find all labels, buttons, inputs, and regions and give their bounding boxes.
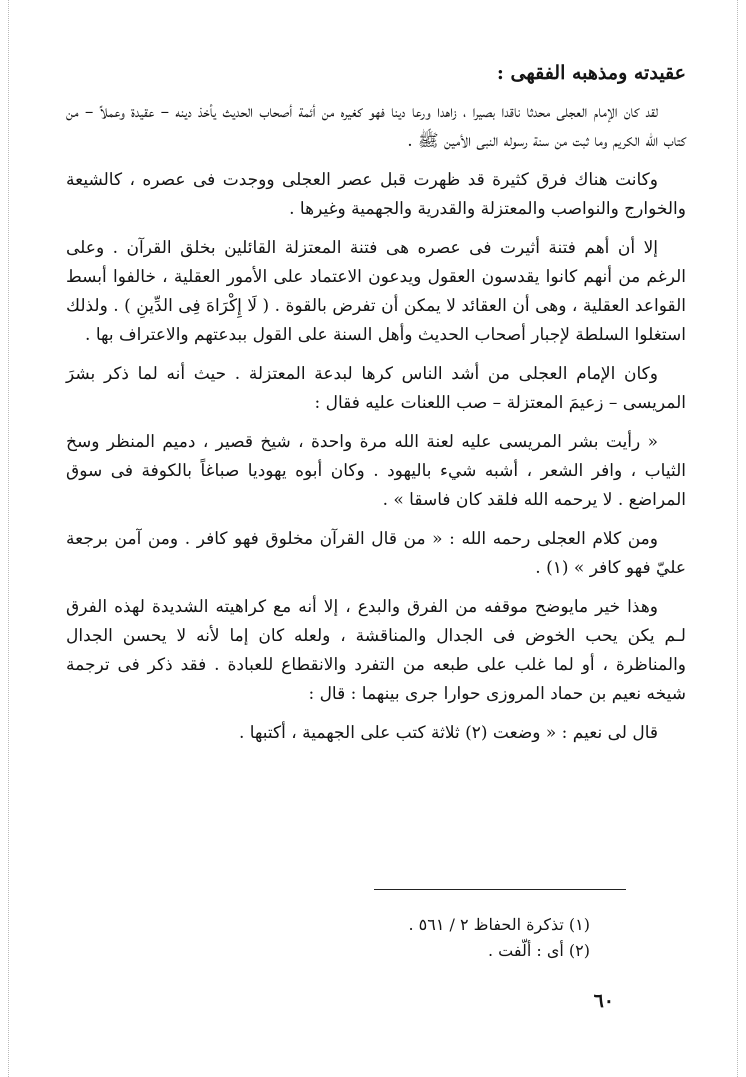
paragraph-8: قال لى نعيم : « وضعت (٢) ثلاثة كتب على الجهمية ، أكتبها . [238, 723, 658, 743]
footnote-1: (١) تذكرة الحفاظ ٢ / ٥٦١ . [408, 915, 590, 934]
main-text [66, 58, 686, 758]
paragraph-1: لقد كان الإمام العجلى محدثا ناقدا بصيرا ، زاهدا ورعا دينا فهو كغيره من أئمة أصحاب الحديث يأخذ دينه – عقيدة وعملاً – من كتاب الله الكريم وما ثبت من سنة رسوله النبى الأمين ﷺ . [66, 102, 686, 151]
footnote-separator [374, 889, 626, 890]
footnotes [160, 912, 590, 964]
right-margin-guide [737, 0, 738, 1077]
paragraph-7: وهذا خير مايوضح موقفه من الفرق والبدع ، إلا أنه مع كراهيته الشديدة لهذه الفرق لـم يكن يحب الخوض فى الجدال والمناقشة ، ولعله كان إما لأنه لا يحسن الجدال والمناظرة ، أو لما غلب على طبعه من التفرد والانقطاع للعبادة . فقد ذكر فى ترجمة شيخه نعيم بن حماد المروزى حوارا جرى بينهما : قال : [66, 597, 686, 704]
left-margin-guide [8, 0, 9, 1077]
paragraph-4: وكان الإمام العجلى من أشد الناس كرها لبدعة المعتزلة . حيث أنه لما ذكر بشرَ المريسى – زعيمَ المعتزلة – صب اللعنات عليه فقال : [66, 364, 686, 413]
paragraph-2: وكانت هناك فرق كثيرة قد ظهرت قبل عصر العجلى ووجدت فى عصره ، كالشيعة والخوارج والنواصب والمعتزلة والقدرية والجهمية وغيرها . [66, 170, 686, 219]
section-heading: عقيدته ومذهبه الفقهى : [496, 62, 686, 84]
paragraph-3: إلا أن أهم فتنة أثيرت فى عصره هى فتنة المعتزلة القائلين بخلق القرآن . وعلى الرغم من أنهم كانوا يقدسون العقول ويدعون الاعتماد على الأمور العقلية ، خالفوا أبسط القواعد العقلية ، وهى أن العقائد لا يمكن أن تفرض بالقوة . ( لَا إِكْرَاهَ فِى الدِّينِ ) . ولذلك استغلوا السلطة لإجبار أصحاب الحديث وأهل السنة على القول ببدعتهم والاعتراف بها . [66, 238, 686, 345]
footnote-2: (٢) أى : ألّفت . [488, 941, 590, 960]
page-number: ٦٠ [593, 990, 614, 1012]
paragraph-5: « رأيت بشر المريسى عليه لعنة الله مرة واحدة ، شيخ قصير ، دميم المنظر وسخ الثياب ، وافر الشعر ، أشبه شيء باليهود . وكان أبوه يهوديا صباغاً بالكوفة فى سوق المراضع . لا يرحمه الله فلقد كان فاسقا » . [66, 432, 686, 510]
paragraph-6: ومن كلام العجلى رحمه الله : « من قال القرآن مخلوق فهو كافر . ومن آمن برجعة عليّ فهو كافر » (١) . [66, 529, 686, 578]
